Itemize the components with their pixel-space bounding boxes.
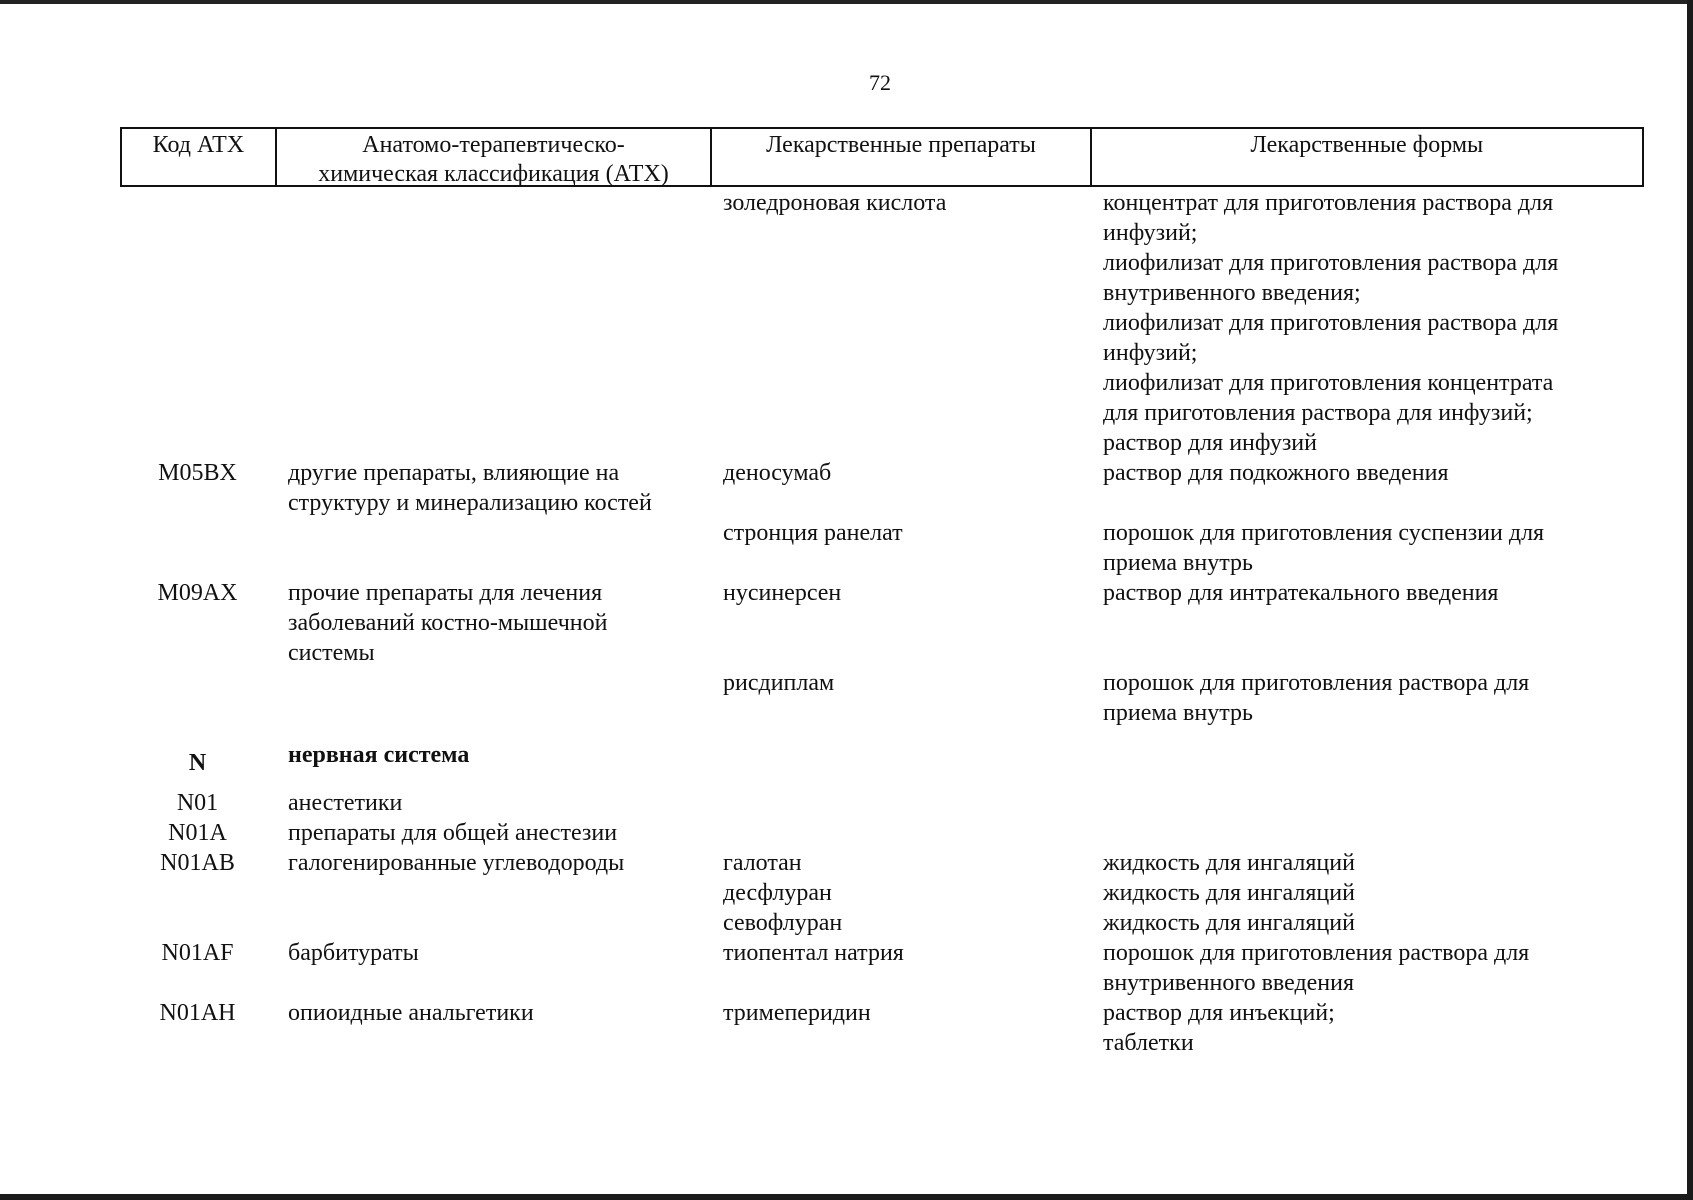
row-classification bbox=[275, 740, 711, 778]
row-form bbox=[1091, 788, 1642, 818]
row-form-line: раствор для инъекций; bbox=[1103, 1000, 1335, 1026]
header-code: Код АТХ bbox=[122, 129, 277, 185]
row-form-line: порошок для приготовления раствора для bbox=[1103, 670, 1530, 696]
header-drugs: Лекарственные препараты bbox=[712, 129, 1092, 185]
row-form bbox=[1091, 740, 1642, 778]
row-classification bbox=[275, 818, 711, 848]
row-form-line: приема внутрь bbox=[1103, 700, 1253, 726]
row-drug: деносумаб bbox=[723, 460, 832, 486]
row-form-line: концентрат для приготовления раствора для bbox=[1103, 190, 1554, 216]
row-form-line: раствор для подкожного введения bbox=[1103, 460, 1449, 486]
scan-edge-right bbox=[1687, 0, 1693, 1200]
row-form-line: лиофилизат для приготовления концентрата bbox=[1103, 370, 1554, 396]
row-form-line: лиофилизат для приготовления раствора для bbox=[1103, 310, 1559, 336]
table-body bbox=[120, 188, 1644, 1058]
row-form-line: жидкость для ингаляций bbox=[1103, 910, 1355, 936]
row-classification bbox=[275, 578, 711, 668]
row-classification-line: прочие препараты для лечения bbox=[288, 580, 603, 606]
row-classification bbox=[275, 908, 711, 938]
row-code bbox=[120, 668, 275, 728]
row-form-line: инфузий; bbox=[1103, 340, 1198, 366]
table-row bbox=[120, 908, 1644, 938]
header-classification bbox=[277, 129, 712, 185]
row-drug bbox=[711, 740, 1091, 778]
row-classification-line: препараты для общей анестезии bbox=[288, 820, 618, 846]
row-classification-line: нервная система bbox=[288, 742, 470, 768]
row-classification-line: анестетики bbox=[288, 790, 403, 816]
row-code bbox=[120, 518, 275, 578]
row-code: M09AX bbox=[157, 580, 238, 606]
row-code: M05BX bbox=[158, 460, 237, 486]
row-form bbox=[1091, 578, 1642, 668]
row-form bbox=[1091, 458, 1642, 518]
row-form-line: лиофилизат для приготовления раствора для bbox=[1103, 250, 1559, 276]
row-classification bbox=[275, 788, 711, 818]
row-form bbox=[1091, 848, 1642, 878]
row-classification-line: опиоидные анальгетики bbox=[288, 1000, 534, 1026]
row-classification-line: другие препараты, влияющие на bbox=[288, 460, 620, 486]
row-classification-line: структуру и минерализацию костей bbox=[288, 490, 652, 516]
table-row bbox=[120, 998, 1644, 1058]
row-drug: стронция ранелат bbox=[723, 520, 903, 546]
row-code bbox=[120, 188, 275, 458]
row-drug: нусинерсен bbox=[723, 580, 842, 606]
row-code: N01 bbox=[176, 790, 219, 816]
row-form bbox=[1091, 668, 1642, 728]
row-drug: тиопентал натрия bbox=[723, 940, 904, 966]
row-form-line: таблетки bbox=[1103, 1030, 1194, 1056]
table-header bbox=[120, 127, 1644, 187]
row-code bbox=[120, 878, 275, 908]
row-code: N01AB bbox=[160, 850, 235, 876]
table-row bbox=[120, 578, 1644, 668]
row-classification bbox=[275, 848, 711, 878]
table-row bbox=[120, 740, 1644, 778]
table-row bbox=[120, 848, 1644, 878]
row-drug: севофлуран bbox=[723, 910, 843, 936]
row-drug: золедроновая кислота bbox=[723, 190, 947, 216]
page-number: 72 bbox=[869, 70, 891, 95]
row-classification bbox=[275, 188, 711, 458]
table-row bbox=[120, 818, 1644, 848]
row-form bbox=[1091, 878, 1642, 908]
row-classification-line: заболеваний костно-мышечной bbox=[288, 610, 608, 636]
row-drug: рисдиплам bbox=[723, 670, 835, 696]
row-classification-line: барбитураты bbox=[288, 940, 419, 966]
row-classification bbox=[275, 938, 711, 998]
row-classification bbox=[275, 998, 711, 1058]
row-form-line: раствор для инфузий bbox=[1103, 430, 1317, 456]
row-form-line: для приготовления раствора для инфузий; bbox=[1103, 400, 1533, 426]
table-row bbox=[120, 458, 1644, 518]
row-form bbox=[1091, 998, 1642, 1058]
row-form bbox=[1091, 188, 1642, 458]
table-row bbox=[120, 668, 1644, 728]
header-classification-line2: химическая классификация (АТХ) bbox=[318, 161, 669, 187]
row-form-line: приема внутрь bbox=[1103, 550, 1253, 576]
row-form bbox=[1091, 938, 1642, 998]
row-form bbox=[1091, 518, 1642, 578]
row-form bbox=[1091, 908, 1642, 938]
row-classification bbox=[275, 878, 711, 908]
row-classification-line: галогенированные углеводороды bbox=[288, 850, 625, 876]
row-code: N01AF bbox=[161, 940, 234, 966]
row-form-line: внутривенного введения bbox=[1103, 970, 1355, 996]
row-form-line: внутривенного введения; bbox=[1103, 280, 1361, 306]
scan-edge-bottom bbox=[0, 1194, 1693, 1200]
row-form-line: порошок для приготовления суспензии для bbox=[1103, 520, 1545, 546]
row-code: N01AH bbox=[159, 1000, 236, 1026]
row-classification bbox=[275, 518, 711, 578]
row-classification bbox=[275, 668, 711, 728]
row-code: N01A bbox=[168, 820, 227, 846]
row-classification-line: системы bbox=[288, 640, 375, 666]
table-row bbox=[120, 518, 1644, 578]
row-drug bbox=[711, 788, 1091, 818]
row-code: N bbox=[188, 750, 207, 776]
scan-edge-top bbox=[0, 0, 1693, 4]
row-drug: тримеперидин bbox=[723, 1000, 871, 1026]
table-row bbox=[120, 188, 1644, 458]
row-form-line: жидкость для ингаляций bbox=[1103, 850, 1355, 876]
header-classification-line1: Анатомо-терапевтическо- bbox=[362, 132, 625, 158]
row-classification bbox=[275, 458, 711, 518]
row-drug: десфлуран bbox=[723, 880, 832, 906]
row-code bbox=[120, 908, 275, 938]
row-form-line: раствор для интратекального введения bbox=[1103, 580, 1499, 606]
header-forms: Лекарственные формы bbox=[1250, 132, 1484, 158]
row-form-line: инфузий; bbox=[1103, 220, 1198, 246]
row-drug bbox=[711, 818, 1091, 848]
row-form-line: порошок для приготовления раствора для bbox=[1103, 940, 1530, 966]
table-row bbox=[120, 878, 1644, 908]
table-row bbox=[120, 938, 1644, 998]
row-form-line: жидкость для ингаляций bbox=[1103, 880, 1355, 906]
table-row bbox=[120, 788, 1644, 818]
row-form bbox=[1091, 818, 1642, 848]
row-drug: галотан bbox=[723, 850, 802, 876]
